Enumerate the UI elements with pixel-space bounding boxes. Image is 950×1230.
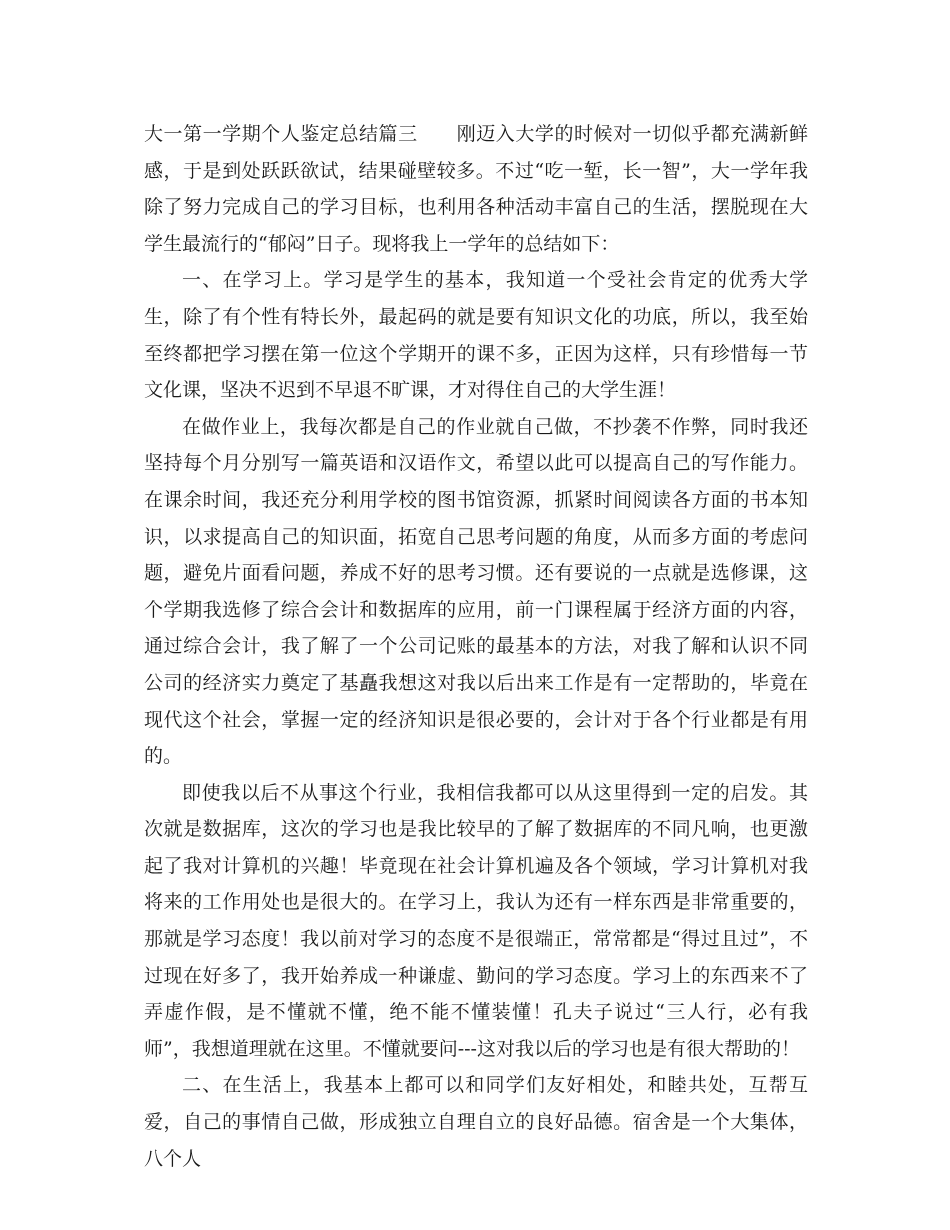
paragraph-homework: 在做作业上，我每次都是自己的作业就自己做，不抄袭不作弊，同时我还坚持每个月分别写一篇英语和汉语作文，希望以此可以提高自己的写作能力。在课余时间，我还充分利用学校的图书馆资源，抓紧时间阅读各方面的书本知识，以求提高自己的知识面，拓宽自己思考问题的角度，从而多方面的考虑问题，避免片面看问题，养成不好的思考习惯。还有要说的一点就是选修课，这个学期我选修了综合会计和数据库的应用，前一门课程属于经济方面的内容，通过综合会计，我了解了一个公司记账的最基本的方法，对我了解和认识不同公司的经济实力奠定了基矗我想这对我以后出来工作是有一定帮助的，毕竟在现代这个社会，掌握一定的经济知识是很必要的，会计对于各个行业都是有用的。 — [144, 415, 808, 768]
paragraph-study: 一、在学习上。学习是学生的基本，我知道一个受社会肯定的优秀大学生，除了有个性有特长外，最起码的就是要有知识文化的功底，所以，我至始至终都把学习摆在第一位这个学期开的课不多，正因为这样，只有珍惜每一节文化课，坚决不迟到不早退不旷课，才对得住自己的大学生涯！ — [144, 269, 808, 402]
paragraph-life: 二、在生活上，我基本上都可以和同学们友好相处，和睦共处，互帮互爱，自己的事情自己做，形成独立自理自立的良好品德。宿舍是一个大集体，八个人 — [144, 1074, 808, 1170]
paragraph-database: 即使我以后不从事这个行业，我相信我都可以从这里得到一定的启发。其次就是数据库，这次的学习也是我比较早的了解了数据库的不同凡响，也更激起了我对计算机的兴趣！毕竟现在社会计算机遍及各个领域，学习计算机对我将来的工作用处也是很大的。在学习上，我认为还有一样东西是非常重要的，那就是学习态度！我以前对学习的态度不是很端正，常常都是“得过且过”，不过现在好多了，我开始养成一种谦虚、勤问的学习态度。学习上的东西来不了弄虚作假，是不懂就不懂，绝不能不懂装懂！孔夫子说过“三人行，必有我师”，我想道理就在这里。不懂就要问---这对我以后的学习也是有很大帮助的！ — [144, 781, 808, 1060]
paragraph-intro: 大一第一学期个人鉴定总结篇三 刚迈入大学的时候对一切似乎都充满新鲜感，于是到处跃跃欲试，结果碰壁较多。不过“吃一堑，长一智”，大一学年我除了努力完成自己的学习目标，也利用各种活动丰富自己的生活，摆脱现在大学生最流行的“郁闷”日子。现将我上一学年的总结如下： — [144, 123, 808, 255]
document-body — [144, 116, 808, 1177]
